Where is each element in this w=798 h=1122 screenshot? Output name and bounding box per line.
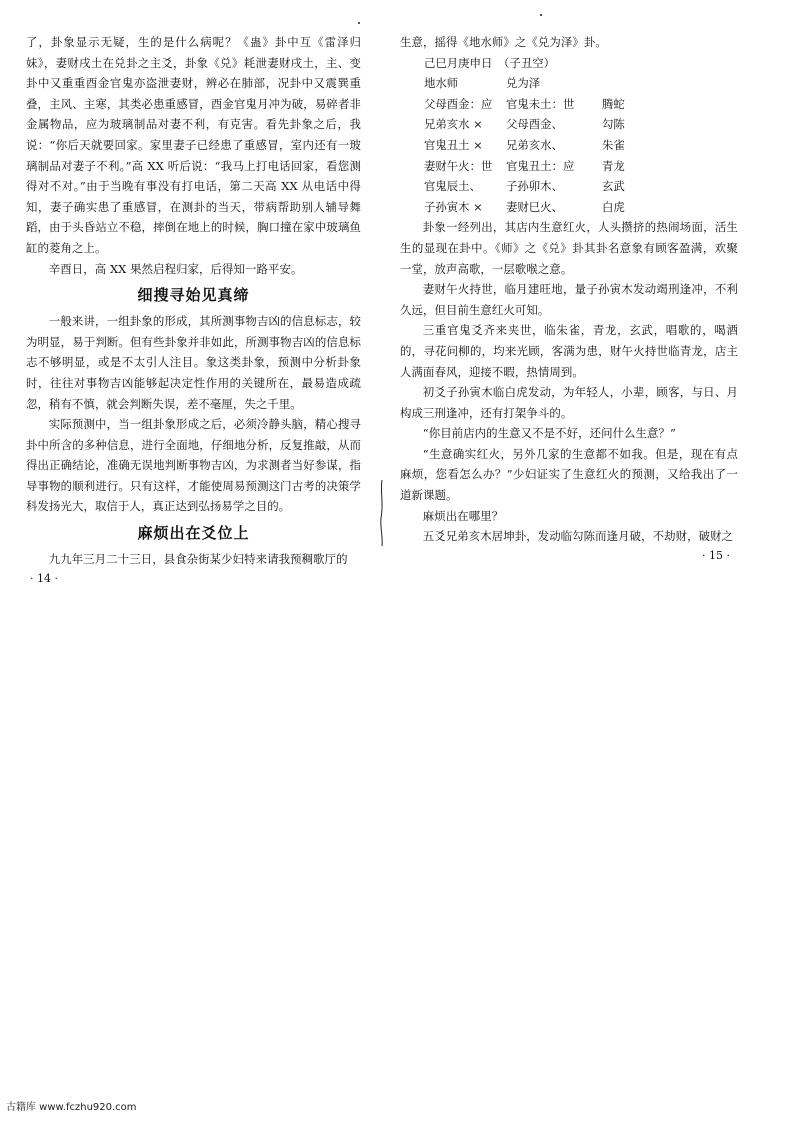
page-number: · 14 ·: [30, 571, 58, 585]
paragraph: 生意，摇得《地水师》之《兑为泽》卦。: [400, 35, 607, 49]
paragraph: “你目前店内的生意又不是不好，还问什么生意？”: [422, 426, 676, 441]
paragraph: 实际预测中，当一组卦象形成之后，必须冷静头脑，精心搜寻卦中所含的多种信息，进行全面地，仔细地分析，反复推敲，从而得出正确结论，准确无误地判断事物吉凶，为求测者当好参谋，指导事物的顺利进行。只有这样，才能使周易预测这门古考的决策学科发扬光大，取信于人，真正达到弘扬易学之目的。: [26, 417, 361, 514]
line-main: 兄弟亥水 ×: [424, 117, 483, 132]
hexagram-header: [400, 73, 738, 94]
hexagram-line-row: [400, 114, 738, 135]
left-page: [26, 32, 361, 586]
line-changed: 官鬼未土：世: [506, 96, 575, 111]
paragraph: 五爻兄弟亥木居坤卦，发动临勾陈而逢月破，不劫财，破财之: [422, 529, 734, 544]
paragraph: 妻财午火持世，临月建旺地，量子孙寅木发动竭刑逢冲，不利久远，但目前生意红火可知。: [400, 282, 738, 317]
section-heading: 麻烦出在爻位上: [137, 524, 250, 543]
line-main: 妻财午火：世: [424, 158, 493, 173]
line-spirit: 腾蛇: [602, 96, 625, 111]
line-spirit: 朱雀: [602, 137, 625, 152]
line-changed: 妻财巳火、: [506, 199, 563, 214]
hexagram-line-row: [400, 156, 738, 177]
line-changed: 兄弟亥水、: [506, 137, 563, 152]
line-changed: 官鬼丑土：应: [506, 158, 575, 173]
line-main: 官鬼丑土 ×: [424, 137, 483, 152]
line-changed: 父母酉金、: [506, 117, 563, 132]
line-spirit: 白虎: [602, 199, 625, 214]
right-page: [400, 32, 738, 563]
line-changed: 子孙卯木、: [506, 179, 563, 194]
hexagram-line-row: [400, 197, 738, 218]
paragraph: 辛酉日，高 XX 果然启程归家，后得知一路平安。: [48, 261, 303, 276]
paragraph: 初爻子孙寅木临白虎发动，为年轻人，小辈，顾客，与日、月构成三刑逢冲，还有打架争斗的。: [400, 385, 738, 420]
line-spirit: 玄武: [602, 179, 625, 194]
paragraph: 一般来讲，一组卦象的形成，其所测事物吉凶的信息标志，较为明显，易于判断。但有些卦象并非如此，所测事物吉凶的信息标志不够明显，或是不太引人注目。象这类卦象，预测中分析卦象时，往往对事物吉凶能够起决定性作用的关键所在，最易造成疏忽，稍有不慎，就会判断失误，差不毫厘，失之千里。: [26, 314, 361, 411]
hexagram-line-row: [400, 176, 738, 197]
hexagram-line-row: [400, 135, 738, 156]
line-main: 官鬼辰土、: [424, 179, 481, 194]
hexagram-name-changed: 兑为泽: [506, 76, 541, 91]
hexagram-name-main: 地水师: [424, 76, 459, 91]
line-spirit: 勾陈: [602, 117, 625, 132]
page-number: · 15 ·: [702, 548, 730, 562]
site-watermark: 古籍库 www.fczhu920.com: [6, 1102, 137, 1113]
hexagram-date-line: 己巳月庚申日 （子丑空）: [424, 55, 555, 70]
line-main: 子孙寅木 ×: [424, 199, 483, 214]
paragraph: 麻烦出在哪里？: [422, 508, 504, 523]
scan-speck: [540, 14, 542, 16]
paragraph: 九九年三月二十三日，县食杂街某少妇特来请我预稠歌厅的: [48, 552, 348, 567]
section-heading: 细搜寻始见真缔: [137, 286, 250, 305]
line-spirit: 青龙: [602, 158, 625, 173]
hexagram-line-row: [400, 94, 738, 115]
paragraph: “生意确实红火，另外几家的生意都不如我。但是，现在有点麻烦，您看怎么办？”少妇证实了生意红火的预测，又给我出了一道新课题。: [400, 446, 738, 503]
paragraph: 卦象一经列出，其店内生意红火，人头攒挤的热闹场面，活生生的显现在卦中。《师》之《兑》卦其卦名意象有顾客盈满，欢聚一堂，放声高歌，一层歌喉之意。: [400, 220, 738, 276]
binding-mark: [377, 478, 387, 548]
paragraph: 三重官鬼爻齐来夹世，临朱雀，青龙，玄武，唱歌的，喝酒的，寻花问柳的，均来光顾，客满为患，财午火持世临青龙，店主人满面春风，迎接不暇，热情周到。: [400, 323, 738, 379]
scan-speck: [358, 22, 360, 24]
paragraph: 了，卦象显示无疑，生的是什么病呢？《蛊》卦中互《雷泽归妹》，妻财戌土在兑卦之主爻，卦象《兑》耗泄妻财戌土，主、变卦中又重重酉金官鬼亦盗泄妻财，辨必在肺部，况卦中又震巽重叠，主风、主寒，其类必患重感冒，酉金官鬼月冲为破，易碎者非金属物品，应为玻璃制品对妻不利，有克害。看先卦象之后，我说：“你后天就要回家。家里妻子已经患了重感冒，室内还有一玻璃制品对妻子不利。”高 XX 听后说：“我马上打电话回家，看您测得对不对。”由于当晚有事没有打电话，第二天高 XX 从电话中得知，妻子确实患了重感冒，在测卦的当天，带病帮助别人辅导舞蹈，由于头昏站立不稳，摔倒在地上的时候，胸口撞在家中玻璃鱼缸的菱角之上。: [26, 35, 361, 255]
line-main: 父母酉金：应: [424, 96, 493, 111]
